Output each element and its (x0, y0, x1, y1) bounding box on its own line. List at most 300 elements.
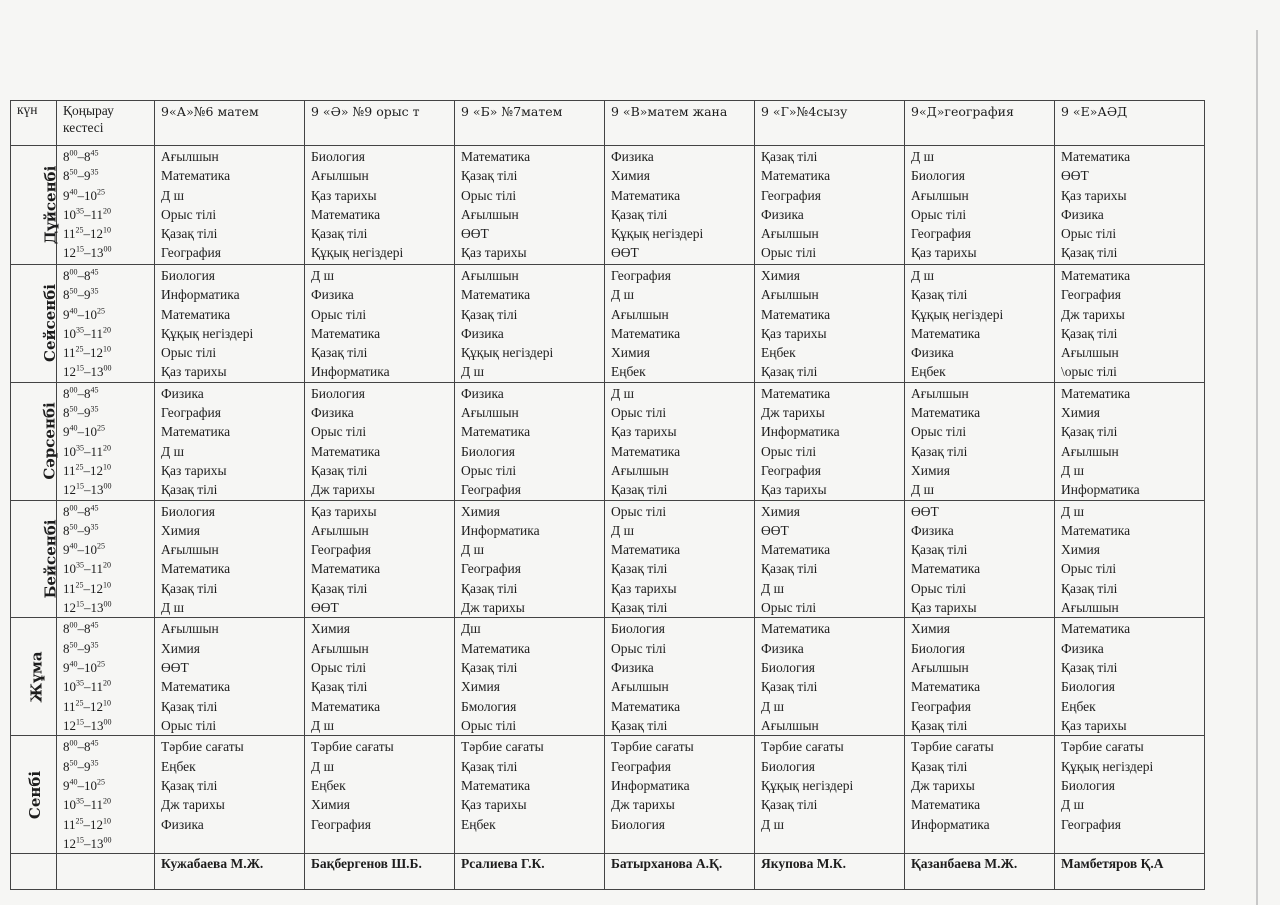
lesson-cell (155, 146, 305, 265)
time-slot: $10^{35}-11^{20}$ (63, 678, 112, 695)
time-slot: $8^{50}-9^{35}$ (63, 167, 99, 184)
lesson-subject: Қазақ тілі (311, 679, 368, 695)
time-slot: $8^{00}-8^{45}$ (63, 621, 99, 637)
lesson-subject: Математика (761, 168, 831, 184)
lesson-subject: Биология (461, 443, 516, 459)
teacher-name: Кужабаева М.Ж. (155, 854, 305, 890)
lesson-subject: Химия (461, 503, 500, 519)
lesson-subject: Қаз тарихы (1061, 187, 1127, 203)
lesson-cell (155, 736, 305, 854)
lesson-subject: География (461, 482, 521, 498)
time-slot: $8^{00}-8^{45}$ (63, 739, 99, 755)
lesson-subject: Қазақ тілі (1061, 245, 1118, 261)
lesson-subject: География (611, 758, 671, 774)
lesson-subject: Д ш (1061, 462, 1084, 478)
day-name: Сенбі (26, 770, 45, 819)
lesson-subject: Математика (1061, 621, 1131, 637)
lesson-subject: Химия (311, 621, 350, 637)
lesson-subject: Математика (911, 797, 981, 813)
lesson-subject: Дж тарихы (911, 777, 975, 793)
day-name-cell (11, 382, 57, 500)
lesson-subject: Еңбек (1061, 698, 1096, 714)
lesson-subject: Еңбек (611, 364, 646, 380)
lesson-subject: Химия (911, 621, 950, 637)
empty-cell (11, 854, 57, 890)
empty-cell (57, 854, 155, 890)
lesson-subject: Д ш (761, 816, 784, 832)
lesson-subject: Д ш (761, 580, 784, 596)
lesson-subject: Математика (161, 168, 231, 184)
teacher-name: Мамбетяров Қ.А (1055, 854, 1205, 890)
lesson-subject: Дш (461, 621, 481, 637)
lesson-cell (455, 265, 605, 383)
lesson-subject: Ағылшын (461, 206, 519, 222)
lesson-subject: Тәрбие сағаты (1061, 739, 1144, 755)
lesson-subject: Ағылшын (161, 149, 219, 164)
lesson-subject: Қаз тарихы (611, 424, 677, 440)
teacher-name: Қазанбаева М.Ж. (905, 854, 1055, 890)
header-row (11, 101, 1205, 146)
lesson-subject: Химия (761, 268, 800, 283)
lesson-subject: Қазақ тілі (911, 443, 968, 459)
class-header: 9 «Б» №7матем (455, 101, 605, 146)
schedule-body (11, 101, 1205, 890)
lesson-cell (155, 265, 305, 383)
time-slot: $11^{25}-12^{10}$ (63, 462, 112, 478)
time-slot: $12^{15}-13^{00}$ (63, 835, 112, 851)
lesson-subject: Орыс тілі (311, 659, 367, 675)
lesson-subject: Қазақ тілі (911, 287, 968, 303)
lesson-subject: Химия (311, 797, 350, 813)
lesson-subject: Ағылшын (311, 522, 369, 538)
lesson-subject: Орыс тілі (311, 306, 367, 322)
lesson-subject: Қаз тарихы (1061, 717, 1127, 733)
lesson-cell (905, 500, 1055, 618)
lesson-subject: Математика (161, 424, 231, 440)
lesson-subject: Орыс тілі (1061, 226, 1117, 242)
teacher-name: Якупова М.К. (755, 854, 905, 890)
lesson-subject: Биология (611, 621, 666, 637)
lesson-subject: Құқық негіздері (1061, 758, 1154, 774)
day-row (11, 265, 1205, 383)
lesson-subject: Математика (761, 542, 831, 558)
lesson-subject: Қазақ тілі (611, 482, 668, 498)
lesson-subject: ӨӨТ (611, 245, 639, 261)
lesson-subject: Қазақ тілі (761, 679, 818, 695)
teacher-name: Батырханова А.Қ. (605, 854, 755, 890)
lesson-subject: Математика (1061, 522, 1131, 538)
lesson-subject: Тәрбие сағаты (161, 739, 244, 755)
class-header: 9 «Г»№4сызу (755, 101, 905, 146)
lesson-cell (155, 382, 305, 500)
lesson-cell (905, 146, 1055, 265)
lesson-subject: Математика (1061, 149, 1131, 164)
lesson-subject: Тәрбие сағаты (461, 739, 544, 755)
lesson-subject: Орыс тілі (761, 600, 817, 616)
lesson-subject: Ағылшын (1061, 345, 1119, 361)
lesson-cell (455, 618, 605, 736)
lesson-subject: ӨӨТ (911, 503, 939, 519)
lesson-subject: Бмология (461, 698, 517, 714)
bell-times-cell (57, 146, 155, 265)
lesson-cell (755, 618, 905, 736)
bell-times-cell (57, 265, 155, 383)
lesson-subject: Биология (1061, 679, 1116, 695)
lesson-subject: Қазақ тілі (1061, 325, 1118, 341)
time-slot: $8^{00}-8^{45}$ (63, 385, 99, 401)
lesson-cell (905, 382, 1055, 500)
schedule-table (10, 100, 1205, 890)
time-slot: $8^{50}-9^{35}$ (63, 404, 99, 421)
lesson-subject: Информатика (761, 424, 840, 440)
lesson-subject: ӨӨТ (311, 600, 339, 616)
lesson-subject: Физика (1061, 640, 1104, 656)
lesson-subject: Қаз тарихы (311, 187, 377, 203)
lesson-subject: География (761, 187, 821, 203)
time-slot: $10^{35}-11^{20}$ (63, 796, 112, 813)
lesson-subject: Қазақ тілі (311, 226, 368, 242)
lesson-subject: \орыс тілі (1061, 364, 1117, 380)
lesson-subject: Дж тарихы (761, 405, 825, 421)
lesson-subject: География (311, 816, 371, 832)
lesson-subject: Д ш (311, 758, 334, 774)
lesson-subject: Қаз тарихы (461, 797, 527, 813)
lesson-cell (605, 736, 755, 854)
time-slot: $8^{50}-9^{35}$ (63, 286, 99, 303)
lesson-subject: Қаз тарихы (761, 325, 827, 341)
lesson-cell (155, 500, 305, 618)
day-name: Сейсенбі (40, 284, 59, 363)
time-slot: $11^{25}-12^{10}$ (63, 344, 112, 361)
lesson-subject: Орыс тілі (611, 405, 667, 421)
time-slot: $12^{15}-13^{00}$ (63, 481, 112, 498)
lesson-subject: Қазақ тілі (611, 717, 668, 733)
lesson-subject: География (1061, 287, 1121, 303)
lesson-cell (1055, 618, 1205, 736)
lesson-subject: Қазақ тілі (161, 698, 218, 714)
time-slot: $12^{15}-13^{00}$ (63, 717, 112, 733)
lesson-cell (455, 382, 605, 500)
lesson-cell (755, 382, 905, 500)
time-slot: $11^{25}-12^{10}$ (63, 698, 112, 714)
lesson-subject: Д ш (161, 187, 184, 203)
lesson-subject: Орыс тілі (311, 424, 367, 440)
lesson-subject: Қазақ тілі (911, 717, 968, 733)
day-name: Сәрсенбі (40, 402, 59, 480)
lesson-subject: Қазақ тілі (761, 364, 818, 380)
day-column-header: күн (11, 101, 57, 146)
lesson-subject: География (611, 268, 671, 283)
lesson-subject: Физика (911, 345, 954, 361)
lesson-subject: Физика (311, 405, 354, 421)
lesson-subject: Құқық негіздері (161, 325, 254, 341)
lesson-subject: Д ш (1061, 797, 1084, 813)
lesson-subject: Тәрбие сағаты (311, 739, 394, 755)
timetable-page (10, 100, 1176, 890)
lesson-subject: Математика (911, 679, 981, 695)
time-slot: $9^{40}-10^{25}$ (63, 424, 105, 440)
time-slot: $12^{15}-13^{00}$ (63, 599, 112, 616)
time-slot: $8^{50}-9^{35}$ (63, 522, 99, 538)
lesson-subject: Дж тарихы (461, 600, 525, 616)
lesson-subject: ӨӨТ (461, 226, 489, 242)
lesson-subject: Қазақ тілі (1061, 659, 1118, 675)
time-slot: $9^{40}-10^{25}$ (63, 659, 105, 675)
lesson-cell (455, 736, 605, 854)
time-slot: $11^{25}-12^{10}$ (63, 580, 112, 596)
lesson-subject: Математика (1061, 385, 1131, 401)
lesson-subject: Ағылшын (761, 717, 819, 733)
lesson-subject: Д ш (311, 717, 334, 733)
lesson-subject: Химия (761, 503, 800, 519)
lesson-subject: Математика (311, 443, 381, 459)
lesson-subject: Химия (161, 640, 200, 656)
lesson-subject: Математика (461, 149, 531, 164)
time-slot: $8^{00}-8^{45}$ (63, 503, 99, 519)
lesson-subject: ӨӨТ (761, 522, 789, 538)
time-slot: $10^{35}-11^{20}$ (63, 443, 112, 459)
lesson-cell (1055, 736, 1205, 854)
lesson-subject: Информатика (611, 777, 690, 793)
lesson-subject: Орыс тілі (761, 443, 817, 459)
lesson-subject: Қаз тарихы (911, 600, 977, 616)
lesson-subject: Математика (611, 698, 681, 714)
lesson-subject: Ағылшын (911, 187, 969, 203)
lesson-subject: Құқық негіздері (911, 306, 1004, 322)
lesson-cell (605, 382, 755, 500)
lesson-subject: Еңбек (161, 758, 196, 774)
lesson-subject: Биология (161, 503, 216, 519)
time-slot: $9^{40}-10^{25}$ (63, 541, 105, 558)
lesson-cell (905, 736, 1055, 854)
lesson-subject: Орыс тілі (461, 462, 517, 478)
lesson-subject: Орыс тілі (911, 206, 967, 222)
lesson-subject: Тәрбие сағаты (761, 739, 844, 755)
lesson-subject: География (1061, 816, 1121, 832)
bell-times-cell (57, 736, 155, 854)
lesson-subject: Қазақ тілі (461, 306, 518, 322)
lesson-subject: Ағылшын (461, 405, 519, 421)
lesson-subject: Математика (611, 187, 681, 203)
lesson-subject: Д ш (911, 149, 934, 164)
time-slot: $8^{50}-9^{35}$ (63, 758, 99, 774)
time-slot: $9^{40}-10^{25}$ (63, 306, 105, 322)
lesson-subject: Физика (761, 640, 804, 656)
lesson-subject: Математика (911, 405, 981, 421)
lesson-cell (905, 265, 1055, 383)
lesson-subject: Математика (311, 206, 381, 222)
lesson-subject: Математика (161, 679, 231, 695)
lesson-subject: География (911, 698, 971, 714)
lesson-subject: География (461, 561, 521, 577)
lesson-subject: География (311, 542, 371, 558)
lesson-subject: Қаз тарихы (311, 503, 377, 519)
lesson-subject: Тәрбие сағаты (611, 739, 694, 755)
lesson-subject: Физика (1061, 206, 1104, 222)
lesson-subject: Химия (611, 168, 650, 184)
lesson-cell (605, 265, 755, 383)
lesson-subject: Математика (911, 561, 981, 577)
lesson-subject: Қазақ тілі (161, 226, 218, 242)
lesson-cell (755, 736, 905, 854)
lesson-subject: Д ш (911, 482, 934, 498)
lesson-subject: ӨӨТ (161, 659, 189, 675)
lesson-subject: Математика (611, 443, 681, 459)
lesson-cell (605, 500, 755, 618)
lesson-subject: Математика (761, 306, 831, 322)
lesson-subject: Физика (161, 385, 204, 401)
lesson-subject: Физика (911, 522, 954, 538)
lesson-subject: Дж тарихы (311, 482, 375, 498)
lesson-subject: Қаз тарихы (461, 245, 527, 261)
lesson-subject: Орыс тілі (461, 717, 517, 733)
day-row (11, 618, 1205, 736)
lesson-cell (305, 146, 455, 265)
lesson-cell (605, 618, 755, 736)
lesson-subject: Қазақ тілі (611, 600, 668, 616)
day-name-cell (11, 736, 57, 854)
lesson-subject: Ағылшын (761, 287, 819, 303)
lesson-subject: Құқық негіздері (311, 245, 404, 261)
lesson-subject: Д ш (611, 385, 634, 401)
lesson-cell (1055, 382, 1205, 500)
lesson-subject: Орыс тілі (161, 345, 217, 361)
lesson-subject: Ағылшын (911, 385, 969, 401)
day-name-cell (11, 618, 57, 736)
lesson-subject: Биология (761, 659, 816, 675)
lesson-cell (755, 146, 905, 265)
lesson-cell (455, 146, 605, 265)
time-slot: $10^{35}-11^{20}$ (63, 325, 112, 341)
lesson-subject: Орыс тілі (611, 503, 667, 519)
lesson-subject: Қаз тарихы (611, 580, 677, 596)
lesson-subject: Физика (461, 325, 504, 341)
lesson-subject: Физика (761, 206, 804, 222)
lesson-subject: География (161, 245, 221, 261)
lesson-subject: Химия (161, 522, 200, 538)
lesson-subject: Химия (911, 462, 950, 478)
class-header: 9 «Е»АӘД (1055, 101, 1205, 146)
lesson-subject: Ағылшын (1061, 600, 1119, 616)
day-name: Жұма (27, 651, 46, 703)
lesson-subject: Қазақ тілі (911, 758, 968, 774)
lesson-subject: Қазақ тілі (161, 580, 218, 596)
lesson-subject: Құқық негіздері (761, 777, 854, 793)
lesson-subject: Математика (761, 621, 831, 637)
lesson-subject: Математика (161, 306, 231, 322)
lesson-subject: Орыс тілі (911, 580, 967, 596)
lesson-subject: Ағылшын (311, 640, 369, 656)
lesson-subject: Д ш (461, 364, 484, 380)
day-name: Дүйсенбі (41, 165, 60, 245)
lesson-cell (455, 500, 605, 618)
lesson-subject: Қаз тарихы (161, 462, 227, 478)
lesson-cell (305, 736, 455, 854)
lesson-subject: Д ш (611, 287, 634, 303)
lesson-cell (605, 146, 755, 265)
lesson-subject: География (761, 462, 821, 478)
time-slot: $11^{25}-12^{10}$ (63, 225, 112, 242)
lesson-cell (305, 265, 455, 383)
lesson-subject: Қазақ тілі (311, 345, 368, 361)
lesson-subject: Информатика (311, 364, 390, 380)
lesson-subject: Информатика (161, 287, 240, 303)
lesson-subject: Орыс тілі (161, 717, 217, 733)
lesson-subject: Орыс тілі (161, 206, 217, 222)
class-header: 9«А»№6 матем (155, 101, 305, 146)
lesson-subject: Физика (161, 816, 204, 832)
lesson-subject: Д ш (161, 443, 184, 459)
lesson-subject: Математика (611, 542, 681, 558)
lesson-subject: Математика (761, 385, 831, 401)
lesson-subject: Д ш (761, 698, 784, 714)
lesson-subject: Қазақ тілі (1061, 580, 1118, 596)
day-name-cell (11, 146, 60, 265)
lesson-subject: Қазақ тілі (311, 580, 368, 596)
lesson-subject: Еңбек (761, 345, 796, 361)
time-slot: $9^{40}-10^{25}$ (63, 777, 105, 793)
lesson-cell (905, 618, 1055, 736)
teachers-row (11, 854, 1205, 890)
lesson-subject: Биология (911, 640, 966, 656)
lesson-subject: Химия (1061, 542, 1100, 558)
lesson-subject: Ағылшын (161, 542, 219, 558)
lesson-subject: Математика (461, 777, 531, 793)
lesson-cell (305, 618, 455, 736)
day-name-cell (11, 265, 57, 383)
lesson-subject: География (911, 226, 971, 242)
lesson-subject: Ағылшын (161, 621, 219, 637)
lesson-subject: Биология (911, 168, 966, 184)
lesson-subject: Қазақ тілі (911, 542, 968, 558)
lesson-subject: Орыс тілі (1061, 561, 1117, 577)
lesson-subject: Биология (761, 758, 816, 774)
time-slot: $10^{35}-11^{20}$ (63, 206, 112, 222)
lesson-subject: Еңбек (311, 777, 346, 793)
time-slot: $12^{15}-13^{00}$ (63, 364, 112, 380)
lesson-subject: Химия (611, 345, 650, 361)
lesson-subject: Орыс тілі (461, 187, 517, 203)
lesson-subject: Еңбек (911, 364, 946, 380)
lesson-subject: ӨӨТ (1061, 168, 1089, 184)
lesson-cell (155, 618, 305, 736)
lesson-subject: Қазақ тілі (461, 758, 518, 774)
lesson-cell (1055, 500, 1205, 618)
lesson-subject: Математика (461, 640, 531, 656)
class-header: 9«Д»география (905, 101, 1055, 146)
bell-times-cell (57, 618, 155, 736)
lesson-subject: Д ш (611, 522, 634, 538)
lesson-cell (1055, 146, 1205, 265)
lesson-subject: Орыс тілі (761, 245, 817, 261)
lesson-subject: Дж тарихы (1061, 306, 1125, 322)
lesson-subject: Биология (1061, 777, 1116, 793)
lesson-subject: Қазақ тілі (761, 797, 818, 813)
lesson-subject: Математика (311, 561, 381, 577)
lesson-subject: Математика (611, 325, 681, 341)
lesson-cell (755, 265, 905, 383)
lesson-subject: Биология (311, 385, 366, 401)
lesson-subject: Ағылшын (311, 168, 369, 184)
lesson-subject: Математика (311, 698, 381, 714)
lesson-subject: Орыс тілі (911, 424, 967, 440)
lesson-subject: Биология (311, 149, 366, 164)
lesson-subject: Қазақ тілі (311, 462, 368, 478)
bell-column-header: Қоңырау кестесі (57, 101, 155, 146)
lesson-subject: Қазақ тілі (761, 561, 818, 577)
day-row (11, 500, 1205, 618)
lesson-subject: Физика (461, 385, 504, 401)
